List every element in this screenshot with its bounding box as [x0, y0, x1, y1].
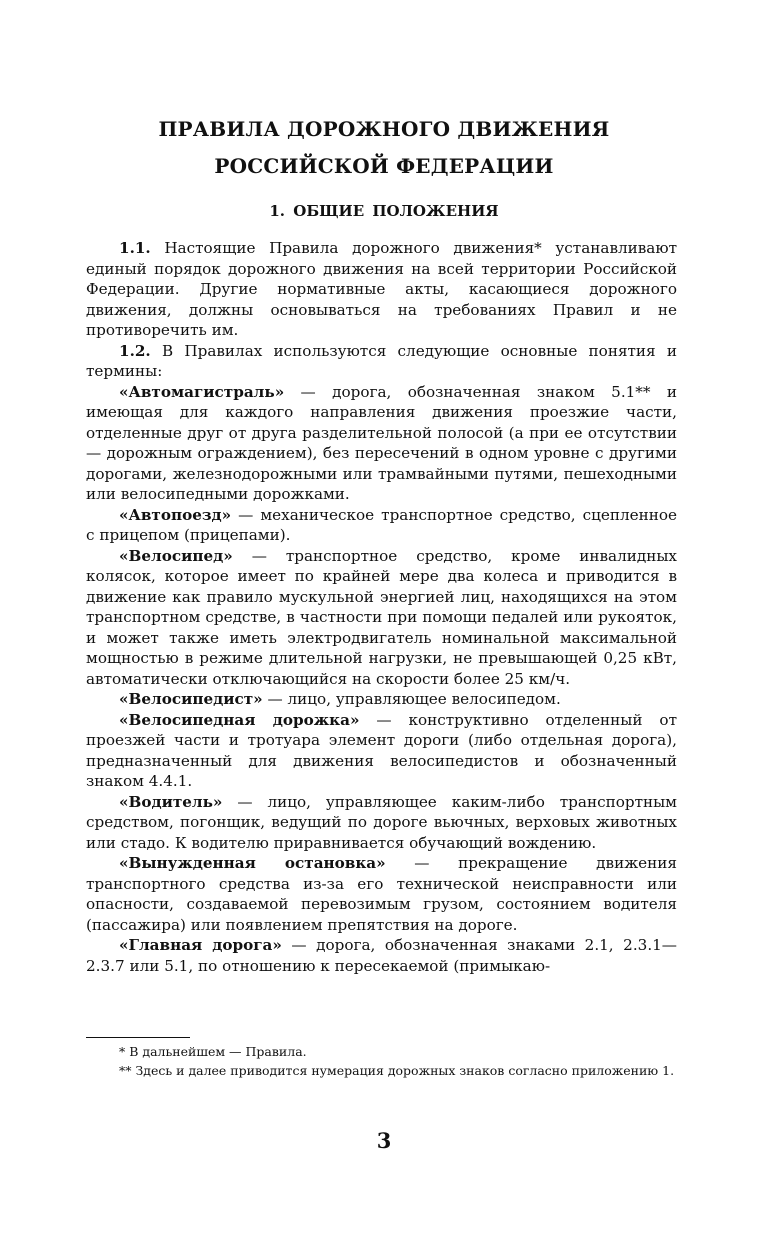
paragraph-lead: 1.1.: [119, 239, 151, 257]
term-vynuzhdennaya-ostanovka: [86, 853, 677, 935]
term-avtopoezd: [86, 505, 677, 546]
term-name: «Вынужденная остановка»: [119, 854, 386, 872]
paragraph-lead: 1.2.: [119, 341, 151, 360]
paragraph-1-1: [86, 238, 677, 341]
section-heading: 1. ОБЩИЕ ПОЛОЖЕНИЯ: [269, 202, 499, 220]
paragraph-1-2: [86, 341, 677, 382]
footnote-divider: [86, 1037, 190, 1038]
term-name: «Велосипедная дорожка»: [119, 710, 360, 729]
term-name: «Автопоезд»: [119, 505, 232, 524]
footnote-2: ** Здесь и далее приводится нумерация дорожных знаков согласно приложению 1.: [119, 1063, 675, 1078]
term-definition: — конструктивно отделенный от проезжей части и тротуара элемент дороги (либо отдельная дорога), предназначенный для движения велосипедистов и обозначенный знаком 4.4.1.: [86, 710, 677, 790]
term-definition: — дорога, обозначенная знаком 5.1** и имеющая для каждого направления движения проезжие части, отделенные друг от друга разделительной полосой (а при ее отсутствии — дорожным ограждением), без пересечений в одном уровне с другими дорогами, железнодорожными или трамвайными путями, пешеходными или велосипедными дорожками.: [86, 382, 677, 503]
term-definition: — дорога, обозначенная знаками 2.1, 2.3.1—2.3.7 или 5.1, по отношению к пересекаемой (примыкаю-: [86, 936, 677, 975]
term-name: «Автомагистраль»: [119, 382, 285, 401]
term-definition: — механическое транспортное средство, сцепленное с прицепом (прицепами).: [86, 505, 677, 544]
term-name: «Водитель»: [119, 792, 223, 811]
page-number: 3: [376, 1128, 392, 1153]
title-line-1: ПРАВИЛА ДОРОЖНОГО ДВИЖЕНИЯ: [158, 117, 610, 141]
body-text: [86, 238, 677, 976]
term-definition: — прекращение движения транспортного средства из-за его технической неисправности или опасности, создаваемой перевозимым грузом, состоянием водителя (пассажира) или появлением препятствия на дороге.: [86, 854, 677, 934]
paragraph-text: В Правилах используются следующие основные понятия и термины:: [86, 341, 677, 380]
term-name: «Главная дорога»: [119, 936, 282, 954]
term-definition: — лицо, управляющее велосипедом.: [262, 690, 561, 708]
term-name: «Велосипедист»: [119, 690, 263, 708]
term-velosipedist: [86, 689, 677, 710]
term-voditel: [86, 792, 677, 854]
term-velosipednaya-dorozhka: [86, 710, 677, 792]
title-line-2: РОССИЙСКОЙ ФЕДЕРАЦИИ: [214, 154, 554, 178]
footnotes: [86, 1042, 677, 1080]
term-name: «Велосипед»: [119, 546, 233, 565]
term-definition: — лицо, управляющее каким-либо транспортным средством, погонщик, ведущий по дороге вьючных, верховых животных или стадо. К водителю приравнивается обучающий вождению.: [86, 792, 677, 852]
term-glavnaya-doroga: [86, 935, 677, 976]
term-avtomagistral: [86, 382, 677, 505]
term-definition: — транспортное средство, кроме инвалидных колясок, которое имеет по крайней мере два колеса и приводится в движение как правило мускульной энергией лиц, находящихся на этом транспортном средстве, в частности при помощи педалей или рукояток, и может также иметь электродвигатель номинальной максимальной мощностью в режиме длительной нагрузки, не превышающей 0,25 кВт, автоматически отключающийся на скорости более 25 км/ч.: [86, 546, 677, 688]
footnote-1: * В дальнейшем — Правила.: [119, 1044, 307, 1059]
paragraph-text: Настоящие Правила дорожного движения* устанавливают единый порядок дорожного движения на всей территории Российской Федерации. Другие нормативные акты, касающиеся дорожного движения, должны основываться на требованиях Правил и не противоречить им.: [86, 239, 677, 339]
term-velosiped: [86, 546, 677, 690]
